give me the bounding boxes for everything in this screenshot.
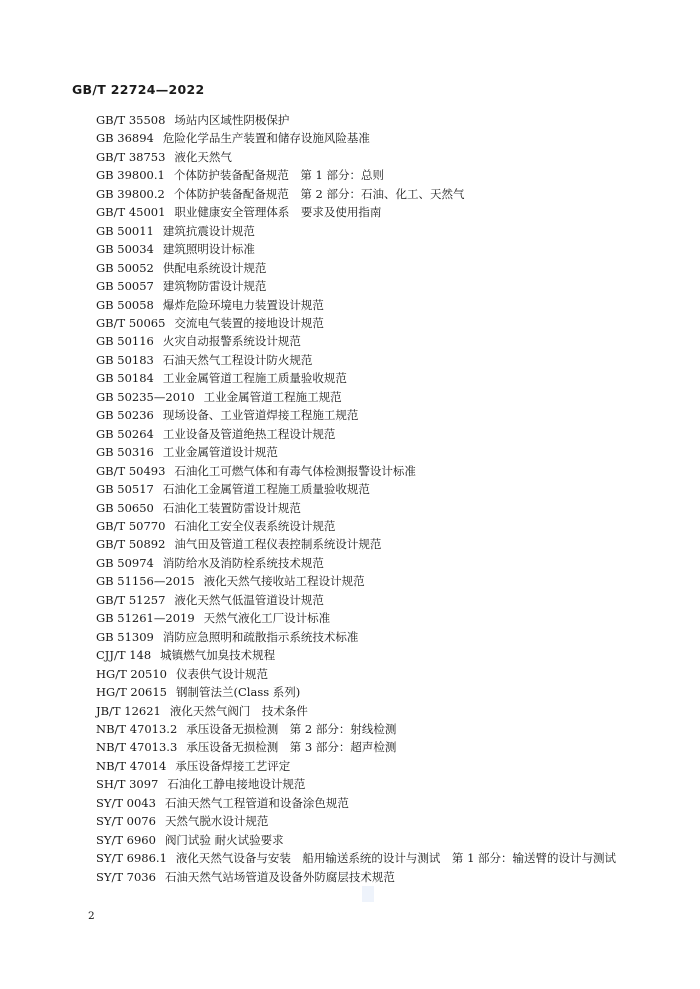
standard-title: 天然气液化工厂设计标准 xyxy=(203,611,331,626)
standard-title: 石油化工可燃气体和有毒气体检测报警设计标准 xyxy=(174,463,416,478)
page-number: 2 xyxy=(88,910,95,922)
reference-item xyxy=(72,572,632,590)
standard-title: 消防给水及消防栓系统技术规范 xyxy=(162,555,324,570)
standard-code: GB 51309 xyxy=(96,629,154,644)
standard-code: GB 50034 xyxy=(96,242,154,257)
standard-code: GB 50235—2010 xyxy=(96,389,195,404)
reference-item xyxy=(72,369,632,387)
reference-item xyxy=(72,609,632,627)
reference-item xyxy=(72,314,632,332)
reference-item xyxy=(72,628,632,646)
reference-item xyxy=(72,868,632,886)
reference-item xyxy=(72,351,632,369)
reference-item xyxy=(72,332,632,350)
reference-item xyxy=(72,702,632,720)
standard-title: 交流电气装置的接地设计规范 xyxy=(174,315,324,330)
reference-item xyxy=(72,794,632,812)
standard-title: 石油天然气工程设计防火规范 xyxy=(162,352,313,367)
standard-code: GB 50264 xyxy=(96,426,154,441)
standard-title: 爆炸危险环境电力装置设计规范 xyxy=(162,297,324,312)
standard-code: GB/T 50770 xyxy=(96,518,166,533)
standard-code: JB/T 12621 xyxy=(96,703,161,718)
reference-item xyxy=(72,849,632,867)
reference-item xyxy=(72,646,632,664)
reference-item xyxy=(72,831,632,849)
standard-title: 工业设备及管道绝热工程设计规范 xyxy=(162,426,336,441)
reference-item xyxy=(72,185,632,203)
reference-item xyxy=(72,277,632,295)
reference-item xyxy=(72,499,632,517)
reference-item xyxy=(72,554,632,572)
standard-code: NB/T 47013.2 xyxy=(96,721,178,736)
standard-title: 天然气脱水设计规范 xyxy=(164,814,269,829)
standard-code: SY/T 0043 xyxy=(96,795,156,810)
standard-code: GB 50058 xyxy=(96,297,154,312)
standard-code: GB 50116 xyxy=(96,334,154,349)
reference-item xyxy=(72,111,632,129)
standard-code: GB 51156—2015 xyxy=(96,574,195,589)
reference-item xyxy=(72,812,632,830)
standard-title: 工业金属管道设计规范 xyxy=(162,445,278,460)
reference-item xyxy=(72,443,632,461)
standard-title: 石油化工金属管道工程施工质量验收规范 xyxy=(162,482,370,497)
reference-item xyxy=(72,775,632,793)
standard-code: NB/T 47014 xyxy=(96,758,167,773)
standard-title: 石油化工安全仪表系统设计规范 xyxy=(174,518,336,533)
standard-code: NB/T 47013.3 xyxy=(96,740,178,755)
standard-code: SY/T 6960 xyxy=(96,832,156,847)
standard-title: 钢制管法兰(Class 系列) xyxy=(176,685,301,700)
standard-title: 承压设备无损检测 第 3 部分：超声检测 xyxy=(186,740,397,755)
reference-item xyxy=(72,480,632,498)
reference-item xyxy=(72,388,632,406)
standard-code: GB 50183 xyxy=(96,352,154,367)
standard-code: GB 50650 xyxy=(96,500,154,515)
reference-item xyxy=(72,665,632,683)
standard-title: 液化天然气接收站工程设计规范 xyxy=(203,574,365,589)
standard-title: 工业金属管道工程施工规范 xyxy=(203,389,342,404)
standard-title: 仪表供气设计规范 xyxy=(176,666,268,681)
standard-title: 承压设备无损检测 第 2 部分：射线检测 xyxy=(186,721,397,736)
document-header: GB/T 22724—2022 xyxy=(72,82,205,97)
standard-code: SY/T 0076 xyxy=(96,814,156,829)
standard-code: GB 50517 xyxy=(96,482,154,497)
standard-title: 个体防护装备配备规范 第 2 部分：石油、化工、天然气 xyxy=(173,186,465,201)
standard-code: GB 51261—2019 xyxy=(96,611,195,626)
standard-title: 城镇燃气加臭技术规程 xyxy=(160,648,276,663)
reference-item xyxy=(72,259,632,277)
standard-code: GB/T 35508 xyxy=(96,113,166,127)
standard-title: 石油化工装置防雷设计规范 xyxy=(162,500,301,515)
standard-title: 职业健康安全管理体系 要求及使用指南 xyxy=(174,205,382,220)
standard-title: 消防应急照明和疏散指示系统技术标准 xyxy=(162,629,359,644)
standard-title: 石油天然气站场管道及设备外防腐层技术规范 xyxy=(164,869,395,884)
standard-title: 建筑抗震设计规范 xyxy=(162,223,255,238)
standard-title: 工业金属管道工程施工质量验收规范 xyxy=(162,371,347,386)
standard-title: 建筑照明设计标准 xyxy=(162,242,255,257)
reference-item xyxy=(72,757,632,775)
standard-code: HG/T 20510 xyxy=(96,666,167,681)
standard-code: GB/T 51257 xyxy=(96,592,166,607)
standard-code: GB 39800.2 xyxy=(96,186,165,201)
reference-item xyxy=(72,129,632,147)
standard-code: SY/T 6986.1 xyxy=(96,851,167,866)
reference-item xyxy=(72,738,632,756)
reference-item xyxy=(72,535,632,553)
standard-code: GB 50316 xyxy=(96,445,154,460)
standard-title: 液化天然气 xyxy=(174,149,232,164)
standard-title: 阀门试验 耐火试验要求 xyxy=(164,832,284,847)
standard-code: GB/T 50892 xyxy=(96,537,166,552)
standard-code: GB 39800.1 xyxy=(96,168,165,183)
standard-title: 火灾自动报警系统设计规范 xyxy=(162,334,301,349)
reference-item xyxy=(72,148,632,166)
standard-code: GB 50184 xyxy=(96,371,154,386)
standard-title: 个体防护装备配备规范 第 1 部分：总则 xyxy=(173,168,384,183)
standard-code: GB 36894 xyxy=(96,131,154,146)
standard-title: 石油天然气工程管道和设备涂色规范 xyxy=(164,795,349,810)
standard-title: 石油化工静电接地设计规范 xyxy=(167,777,306,792)
standard-code: GB/T 50493 xyxy=(96,463,166,478)
standard-code: GB 50011 xyxy=(96,223,154,238)
standard-title: 建筑物防雷设计规范 xyxy=(162,279,267,294)
standard-title: 现场设备、工业管道焊接工程施工规范 xyxy=(162,408,359,423)
reference-item xyxy=(72,462,632,480)
reference-item xyxy=(72,591,632,609)
reference-item xyxy=(72,166,632,184)
standard-code: SY/T 7036 xyxy=(96,869,156,884)
standard-title: 承压设备焊接工艺评定 xyxy=(175,758,291,773)
reference-item xyxy=(72,720,632,738)
standard-title: 油气田及管道工程仪表控制系统设计规范 xyxy=(174,537,382,552)
standard-title: 液化天然气低温管道设计规范 xyxy=(174,592,324,607)
standard-code: GB/T 38753 xyxy=(96,149,166,164)
standard-code: GB 50236 xyxy=(96,408,154,423)
standard-code: GB/T 45001 xyxy=(96,205,166,220)
standard-code: GB 50057 xyxy=(96,279,154,294)
reference-item xyxy=(72,222,632,240)
scan-artifact xyxy=(362,886,374,902)
standard-code: HG/T 20615 xyxy=(96,685,167,700)
reference-item xyxy=(72,425,632,443)
standard-code: CJJ/T 148 xyxy=(96,648,152,663)
reference-item xyxy=(72,203,632,221)
reference-item xyxy=(72,406,632,424)
standard-code: SH/T 3097 xyxy=(96,777,159,792)
standard-title: 场站内区域性阴极保护 xyxy=(174,113,290,127)
standard-title: 液化天然气设备与安装 船用输送系统的设计与测试 第 1 部分：输送臂的设计与测试 xyxy=(175,851,617,866)
reference-list xyxy=(72,111,632,886)
reference-item xyxy=(72,296,632,314)
standard-title: 液化天然气阀门 技术条件 xyxy=(169,703,308,718)
standard-code: GB/T 50065 xyxy=(96,315,166,330)
standard-title: 危险化学品生产装置和储存设施风险基准 xyxy=(162,131,370,146)
reference-item xyxy=(72,517,632,535)
standard-title: 供配电系统设计规范 xyxy=(162,260,267,275)
standard-code: GB 50974 xyxy=(96,555,154,570)
reference-item xyxy=(72,240,632,258)
standard-code: GB 50052 xyxy=(96,260,154,275)
reference-item xyxy=(72,683,632,701)
